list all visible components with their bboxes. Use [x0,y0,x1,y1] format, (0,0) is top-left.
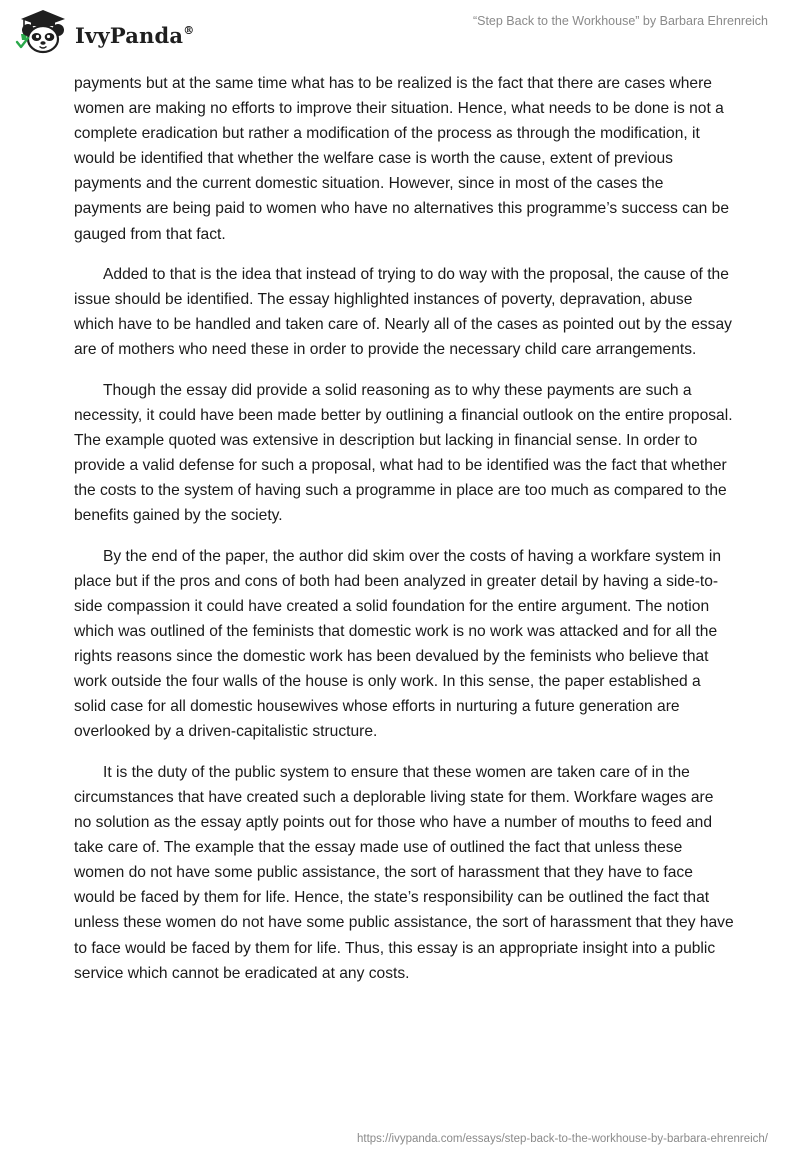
brand-name: IvyPanda® [75,22,195,48]
paragraph: It is the duty of the public system to ensure that these women are taken care of in the circumstances that have created such a deplorable living state for them. Workfare wages are no solution as the essay aptly points out for those who have a number of mouths to feed and take care of. The example that the essay made use of outlined the fact that unless these women do not have some public assistance, the sort of harassment that they have to face would be faced by them for life. Hence, the state’s responsibility can be outlined the fact that unless these women do not have some public assistance, the sort of harassment that they have to face would be faced by them for life. Thus, this essay is an appropriate insight into a public service which cannot be eradicated at any costs. [74,763,734,982]
panda-graduate-icon [15,8,71,56]
paragraph: payments but at the same time what has to be realized is the fact that there are cases where women are making no efforts to improve their situation. Hence, what needs to be done is not a complete eradication but rather a modification of the process as through the modification, it would be identified that whether the welfare case is worth the cause, extent of previous payments and the current domestic situation. However, since in most of the cases the payments are being paid to women who have no alternatives this programme’s success can be gauged from that fact. [74,75,730,243]
paragraph: Though the essay did provide a solid reasoning as to why these payments are such a necessity, it could have been made better by outlining a financial outlook on the entire proposal. The example quoted was extensive in description but lacking in financial sense. In order to provide a valid defense for such a proposal, what had to be identified was the fact that whether the costs to the system of having such a programme in place are too much as compared to the benefits gained by the society. [74,381,733,525]
essay-body [74,71,734,1001]
page-header [0,0,800,70]
document-title: “Step Back to the Workhouse” by Barbara Ehrenreich [472,14,768,28]
paragraph: Added to that is the idea that instead of trying to do way with the proposal, the cause of the issue should be identified. The essay highlighted instances of poverty, depravation, abuse which have to be handled and taken care of. Nearly all of the cases as pointed out by the essay are of mothers who need these in order to provide the necessary child care arrangements. [74,266,732,359]
paragraph: By the end of the paper, the author did skim over the costs of having a workfare system in place but if the pros and cons of both had been analyzed in greater detail by having a side-to-side compassion it could have created a solid foundation for the entire argument. The notion which was outlined of the feminists that domestic work is no work was attacked and for all the rights reasons since the domestic work has been devalued by the feminists who believe that work outside the four walls of the house is only work. In this sense, the paper established a solid case for all domestic housewives whose efforts in nurturing a future generation are overlooked by a driven-capitalistic structure. [74,547,722,741]
brand-logo[interactable] [15,8,194,56]
source-url[interactable]: https://ivypanda.com/essays/step-back-to-the-workhouse-by-barbara-ehrenreich/ [357,1133,768,1145]
